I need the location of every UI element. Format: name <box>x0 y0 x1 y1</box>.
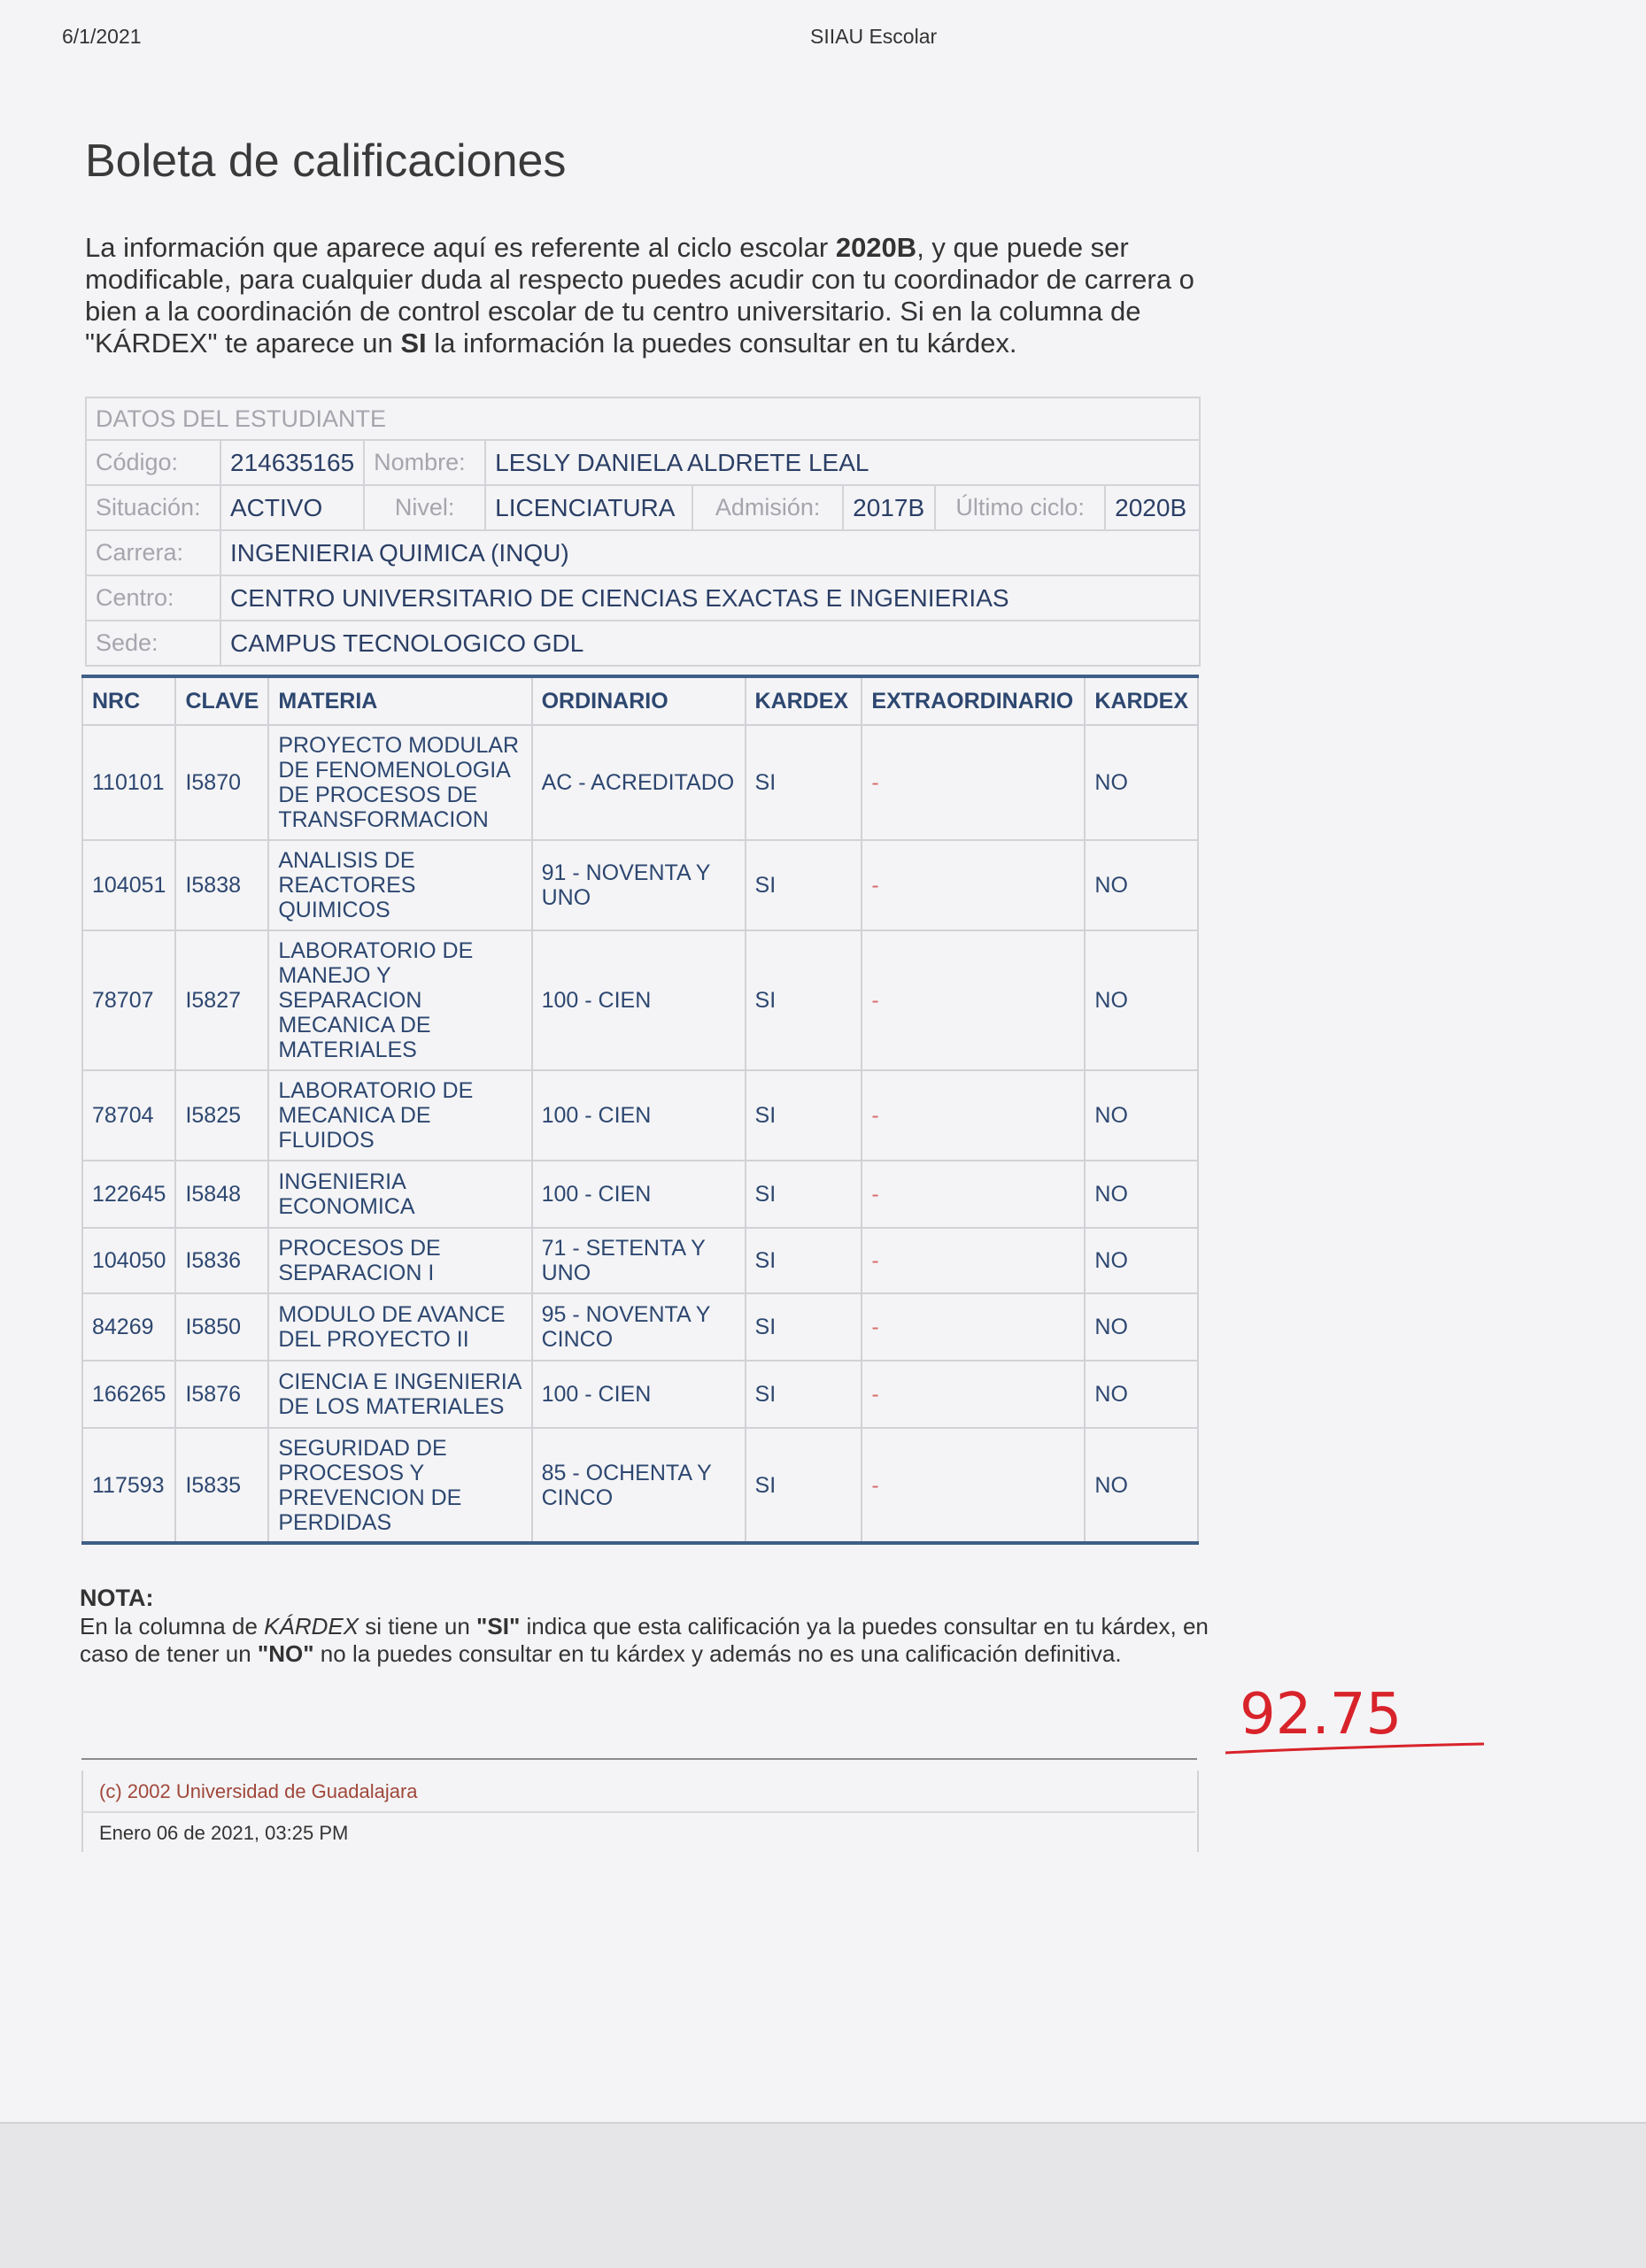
extraordinario-cell: - <box>862 725 1085 840</box>
nota-heading: NOTA: <box>80 1585 154 1611</box>
intro-text-2: , y que puede ser modificable, para cualquier duda al respecto puedes acudir con tu coordinador de carrera o bien a la coordinación de control escolar de tu centro universitario. Si en la columna de "KÁRDEX" te aparece un <box>85 232 1194 359</box>
kardex-cell: SI <box>746 1428 862 1543</box>
print-date: 6/1/2021 <box>62 25 142 48</box>
kardex-cell: SI <box>746 725 862 840</box>
nrc-cell: 78704 <box>82 1070 175 1161</box>
footer-copyright: (c) 2002 Universidad de Guadalajara <box>99 1780 418 1802</box>
materia-cell: MODULO DE AVANCE DEL PROYECTO II <box>268 1293 531 1361</box>
kardex-cell: SI <box>746 1228 862 1293</box>
materia-cell: LABORATORIO DE MECANICA DE FLUIDOS <box>268 1070 531 1161</box>
nrc-cell: 104050 <box>82 1228 175 1293</box>
clave-cell: I5825 <box>175 1070 268 1161</box>
materia-cell: PROCESOS DE SEPARACION I <box>268 1228 531 1293</box>
clave-cell: I5848 <box>175 1161 268 1228</box>
scan-bottom-margin <box>0 2122 1646 2268</box>
ultimo-ciclo-value: 2020B <box>1105 485 1200 530</box>
ordinario-cell: 100 - CIEN <box>532 930 746 1070</box>
kardex-cell: SI <box>746 840 862 930</box>
materia-cell: SEGURIDAD DE PROCESOS Y PREVENCION DE PERDIDAS <box>268 1428 531 1543</box>
kardex-extra-cell: NO <box>1085 1293 1198 1361</box>
clave-cell: I5876 <box>175 1361 268 1428</box>
intro-text-3: la información la puedes consultar en tu kárdex. <box>426 328 1017 359</box>
sede-label: Sede: <box>86 621 220 666</box>
nota-text-2: si tiene un <box>359 1613 477 1639</box>
materia-cell: ANALISIS DE REACTORES QUIMICOS <box>268 840 531 930</box>
codigo-label: Código: <box>86 440 220 485</box>
clave-cell: I5870 <box>175 725 268 840</box>
col-clave: CLAVE <box>175 676 268 725</box>
table-row <box>82 1293 1198 1361</box>
kardex-cell: SI <box>746 1161 862 1228</box>
ordinario-cell: 91 - NOVENTA Y UNO <box>532 840 746 930</box>
extraordinario-cell: - <box>862 1228 1085 1293</box>
ultimo-ciclo-label: Último ciclo: <box>935 485 1105 530</box>
admision-label: Admisión: <box>692 485 843 530</box>
grades-header-row <box>82 676 1198 725</box>
nrc-cell: 110101 <box>82 725 175 840</box>
nota-si: "SI" <box>476 1613 521 1639</box>
codigo-value: 214635165 <box>220 440 364 485</box>
nrc-cell: 122645 <box>82 1161 175 1228</box>
intro-ciclo: 2020B <box>835 232 917 263</box>
nota-text-4: no la puedes consultar en tu kárdex y además no es una calificación definitiva. <box>313 1640 1122 1667</box>
footer-separator <box>81 1811 1195 1813</box>
situacion-value: ACTIVO <box>220 485 364 530</box>
ordinario-cell: 71 - SETENTA Y UNO <box>532 1228 746 1293</box>
ordinario-cell: 85 - OCHENTA Y CINCO <box>532 1428 746 1543</box>
ordinario-cell: 100 - CIEN <box>532 1070 746 1161</box>
materia-cell: LABORATORIO DE MANEJO Y SEPARACION MECANICA DE MATERIALES <box>268 930 531 1070</box>
kardex-extra-cell: NO <box>1085 840 1198 930</box>
ordinario-cell: AC - ACREDITADO <box>532 725 746 840</box>
nota-kardex-word: KÁRDEX <box>264 1613 359 1639</box>
kardex-extra-cell: NO <box>1085 1361 1198 1428</box>
table-row <box>82 1161 1198 1228</box>
nota-text <box>80 1613 1222 1668</box>
ordinario-cell: 100 - CIEN <box>532 1361 746 1428</box>
materia-cell: CIENCIA E INGENIERIA DE LOS MATERIALES <box>268 1361 531 1428</box>
col-kardex: KARDEX <box>746 676 862 725</box>
nombre-value: LESLY DANIELA ALDRETE LEAL <box>485 440 1200 485</box>
student-data-table <box>85 397 1201 667</box>
clave-cell: I5835 <box>175 1428 268 1543</box>
kardex-cell: SI <box>746 1293 862 1361</box>
carrera-label: Carrera: <box>86 530 220 575</box>
admision-value: 2017B <box>843 485 935 530</box>
table-row <box>82 1361 1198 1428</box>
table-row <box>82 725 1198 840</box>
extraordinario-cell: - <box>862 1428 1085 1543</box>
table-row <box>82 1428 1198 1543</box>
kardex-extra-cell: NO <box>1085 1070 1198 1161</box>
centro-label: Centro: <box>86 575 220 621</box>
materia-cell: PROYECTO MODULAR DE FENOMENOLOGIA DE PROCESOS DE TRANSFORMACION <box>268 725 531 840</box>
intro-paragraph <box>85 232 1227 359</box>
col-extraordinario: EXTRAORDINARIO <box>862 676 1085 725</box>
nivel-value: LICENCIATURA <box>485 485 692 530</box>
nrc-cell: 117593 <box>82 1428 175 1543</box>
kardex-extra-cell: NO <box>1085 1228 1198 1293</box>
kardex-cell: SI <box>746 1361 862 1428</box>
handwritten-grade-average <box>1222 1664 1488 1762</box>
grades-table <box>81 675 1199 1545</box>
extraordinario-cell: - <box>862 930 1085 1070</box>
carrera-value: INGENIERIA QUIMICA (INQU) <box>220 530 1200 575</box>
kardex-extra-cell: NO <box>1085 930 1198 1070</box>
table-row <box>82 840 1198 930</box>
table-row <box>82 930 1198 1070</box>
kardex-extra-cell: NO <box>1085 725 1198 840</box>
ordinario-cell: 100 - CIEN <box>532 1161 746 1228</box>
extraordinario-cell: - <box>862 840 1085 930</box>
col-nrc: NRC <box>82 676 175 725</box>
kardex-cell: SI <box>746 930 862 1070</box>
extraordinario-cell: - <box>862 1161 1085 1228</box>
intro-text-1: La información que aparece aquí es referente al ciclo escolar <box>85 232 836 263</box>
page-title: Boleta de calificaciones <box>85 135 567 187</box>
clave-cell: I5838 <box>175 840 268 930</box>
kardex-extra-cell: NO <box>1085 1428 1198 1543</box>
col-kardex-extra: KARDEX <box>1085 676 1198 725</box>
nivel-label: Nivel: <box>364 485 485 530</box>
clave-cell: I5850 <box>175 1293 268 1361</box>
clave-cell: I5827 <box>175 930 268 1070</box>
nota-text-1: En la columna de <box>80 1613 265 1639</box>
clave-cell: I5836 <box>175 1228 268 1293</box>
table-row <box>82 1228 1198 1293</box>
materia-cell: INGENIERIA ECONOMICA <box>268 1161 531 1228</box>
nota-text-3: indica que esta calificación ya la puedes consultar en tu kárdex, en caso de tener un <box>80 1613 1209 1667</box>
col-materia: MATERIA <box>268 676 531 725</box>
table-row <box>82 1070 1198 1161</box>
kardex-cell: SI <box>746 1070 862 1161</box>
print-app-title: SIIAU Escolar <box>810 25 938 48</box>
col-ordinario: ORDINARIO <box>532 676 746 725</box>
situacion-label: Situación: <box>86 485 220 530</box>
nrc-cell: 84269 <box>82 1293 175 1361</box>
footer-date: Enero 06 de 2021, 03:25 PM <box>99 1822 349 1844</box>
extraordinario-cell: - <box>862 1070 1085 1161</box>
nota-no: "NO" <box>257 1640 314 1667</box>
handwritten-grade-text: 92.75 <box>1240 1682 1403 1747</box>
nrc-cell: 104051 <box>82 840 175 930</box>
student-section-title: DATOS DEL ESTUDIANTE <box>86 397 1200 440</box>
ordinario-cell: 95 - NOVENTA Y CINCO <box>532 1293 746 1361</box>
nombre-label: Nombre: <box>364 440 485 485</box>
footer-divider <box>81 1758 1197 1760</box>
centro-value: CENTRO UNIVERSITARIO DE CIENCIAS EXACTAS E INGENIERIAS <box>220 575 1200 621</box>
sede-value: CAMPUS TECNOLOGICO GDL <box>220 621 1200 666</box>
nrc-cell: 166265 <box>82 1361 175 1428</box>
nrc-cell: 78707 <box>82 930 175 1070</box>
extraordinario-cell: - <box>862 1293 1085 1361</box>
extraordinario-cell: - <box>862 1361 1085 1428</box>
kardex-extra-cell: NO <box>1085 1161 1198 1228</box>
intro-si: SI <box>400 328 427 359</box>
